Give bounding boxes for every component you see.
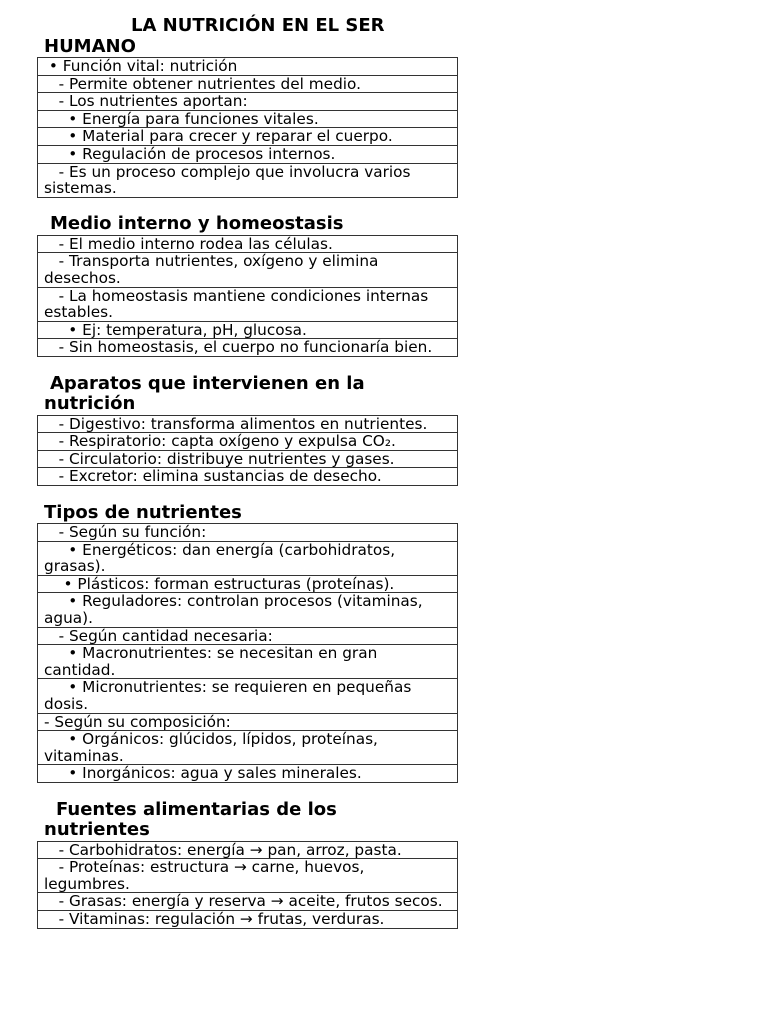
table-row: • Inorgánicos: agua y sales minerales. (38, 764, 457, 782)
table-row: • Micronutrientes: se requieren en pequeñas dosis. (38, 678, 457, 712)
section-food-sources (37, 800, 458, 929)
table-row: - Permite obtener nutrientes del medio. (38, 75, 457, 93)
section-heading: Tipos de nutrientes (44, 501, 242, 523)
table-row: • Función vital: nutrición (48, 57, 238, 75)
table-row: - La homeostasis mantiene condiciones internas estables. (38, 287, 457, 321)
table-row: - Según su función: (58, 523, 207, 542)
homeostasis-table (37, 235, 458, 357)
table-row: - Digestivo: transforma alimentos en nutrientes. (58, 414, 428, 433)
table-row: - Es un proceso complejo que involucra varios sistemas. (38, 163, 457, 197)
page-title: LA NUTRICIÓN EN EL SER HUMANO (44, 15, 385, 57)
nutrient-types-table (37, 523, 458, 783)
food-sources-table (37, 841, 458, 929)
section-heading: Medio interno y homeostasis (50, 213, 344, 235)
overview-table (37, 57, 458, 198)
table-row: • Energéticos: dan energía (carbohidratos, grasas). (38, 541, 457, 575)
table-row: • Ej: temperatura, pH, glucosa. (38, 321, 457, 339)
table-row: • Plásticos: forman estructuras (proteínas). (38, 575, 457, 593)
table-row: - Según cantidad necesaria: (38, 627, 457, 645)
section-body-systems (37, 374, 458, 486)
table-row: - Según su composición: (38, 713, 457, 731)
table-row: • Reguladores: controlan procesos (vitaminas, agua). (38, 592, 457, 626)
table-row: - Respiratorio: capta oxígeno y expulsa CO₂. (38, 432, 457, 450)
table-row: • Energía para funciones vitales. (38, 110, 457, 128)
table-row: • Orgánicos: glúcidos, lípidos, proteínas, vitaminas. (38, 730, 457, 764)
table-row: - Carbohidratos: energía → pan, arroz, pasta. (58, 840, 402, 859)
table-row: - Transporta nutrientes, oxígeno y elimina desechos. (38, 252, 457, 286)
table-row: - Proteínas: estructura → carne, huevos, legumbres. (38, 858, 457, 892)
document-page (37, 16, 458, 929)
section-homeostasis (37, 214, 458, 357)
table-row: - Grasas: energía y reserva → aceite, frutos secos. (38, 892, 457, 910)
table-row: • Macronutrientes: se necesitan en gran cantidad. (38, 644, 457, 678)
section-heading: Fuentes alimentarias de los nutrientes (44, 798, 337, 841)
table-row: - Los nutrientes aportan: (38, 92, 457, 110)
body-systems-table (37, 415, 458, 486)
table-row: - Excretor: elimina sustancias de desecho. (38, 467, 457, 485)
section-nutrient-types (37, 503, 458, 783)
table-row: - El medio interno rodea las células. (58, 234, 333, 253)
table-row: - Circulatorio: distribuye nutrientes y gases. (38, 450, 457, 468)
table-row: • Material para crecer y reparar el cuerpo. (38, 127, 457, 145)
table-row: - Sin homeostasis, el cuerpo no funcionaría bien. (38, 338, 457, 356)
section-heading: Aparatos que intervienen en la nutrición (44, 372, 365, 415)
table-row: - Vitaminas: regulación → frutas, verduras. (38, 910, 457, 928)
table-row: • Regulación de procesos internos. (38, 145, 457, 163)
